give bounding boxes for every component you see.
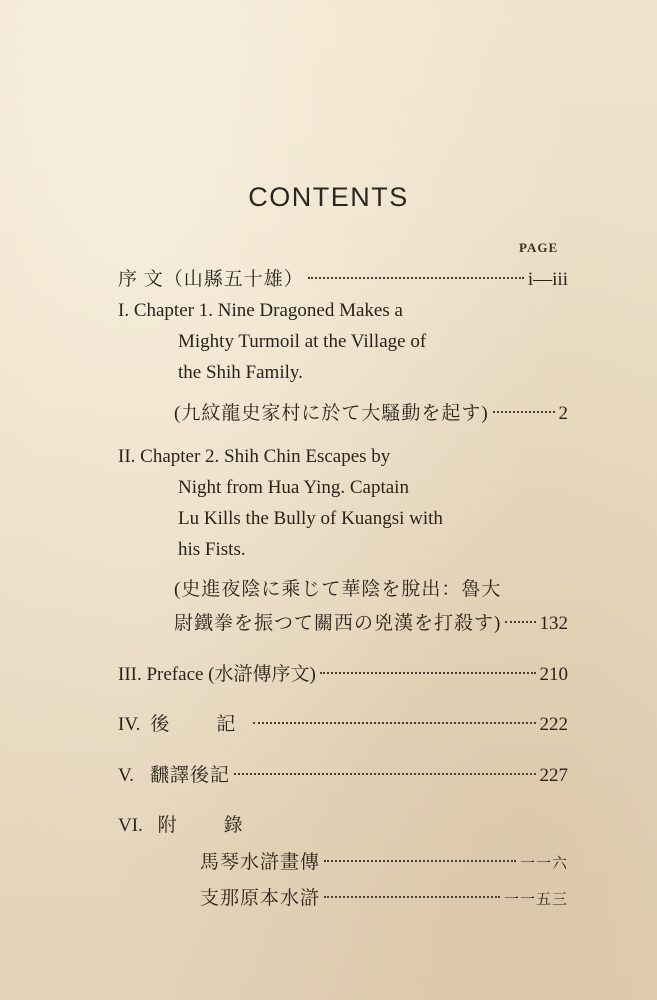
toc-entry-preface[interactable] [118,264,568,291]
dot-leader [253,722,535,724]
toc-entry-number: V. [118,765,135,786]
toc-entry-label: 飜譯後記 [150,765,231,786]
toc-entry-section4[interactable] [118,709,568,736]
toc-entry-label: (九紋龍史家村に於て大騷動を起す) [174,403,489,424]
toc-entry-page: 2 [558,403,568,424]
toc-entry-label: III. Preface (水滸傳序文) [118,664,316,685]
toc-entry-page: 210 [539,664,568,685]
toc-entry-label: 尉鐵拳を振つて關西の兇漢を打殺す) [174,613,502,634]
dot-leader [324,896,500,898]
toc-entry-section5[interactable] [118,760,568,787]
toc-entry-chapter2[interactable] [174,608,568,635]
toc-entry-page: 132 [539,613,568,634]
toc-entry-number: IV. [118,714,141,735]
toc-chapter2-jp1: (史進夜陰に乘じて華陰を脫出：魯大 [174,579,502,600]
toc-appendix-item-1[interactable] [200,847,568,874]
toc-chapter1-line1[interactable]: I. Chapter 1. Nine Dragoned Makes a [118,300,403,321]
toc-appendix-item-2[interactable] [200,883,568,910]
toc-entry-page: 一一五三 [503,892,568,908]
toc-entry-label: 附 錄 [157,815,257,836]
toc-entry-number: VI. [118,815,143,836]
contents-title: CONTENTS [248,182,409,212]
toc-entry-label: 馬琴水滸畫傳 [200,852,321,873]
dot-leader [505,621,535,623]
page-column-header: PAGE [519,240,559,255]
toc-entry-section3[interactable] [118,659,568,686]
toc-chapter2-line3: Lu Kills the Bully of Kuangsi with [178,508,443,529]
toc-entry-label: 後 記 [150,714,250,735]
toc-chapter1-line2: Mighty Turmoil at the Village of [178,331,427,352]
dot-leader [493,411,555,413]
dot-leader [308,277,524,279]
toc-chapter2-line4: his Fists. [178,539,246,560]
toc-entry-label: 序 文（山縣五十雄） [118,269,304,290]
toc-entry-page: 227 [539,765,568,786]
toc-chapter2-line2: Night from Hua Ying. Captain [178,477,409,498]
toc-entry-section6[interactable] [118,810,257,837]
dot-leader [234,773,535,775]
toc-entry-page: i—iii [527,269,568,290]
toc-entry-chapter1[interactable] [174,398,568,425]
toc-entry-label: 支那原本水滸 [200,888,321,909]
dot-leader [324,860,516,862]
toc-entry-page: 222 [539,714,568,735]
toc-entry-page: 一一六 [519,856,568,872]
toc-chapter2-line1[interactable]: II. Chapter 2. Shih Chin Escapes by [118,446,391,467]
toc-chapter1-line3: the Shih Family. [178,362,303,383]
dot-leader [320,672,536,674]
